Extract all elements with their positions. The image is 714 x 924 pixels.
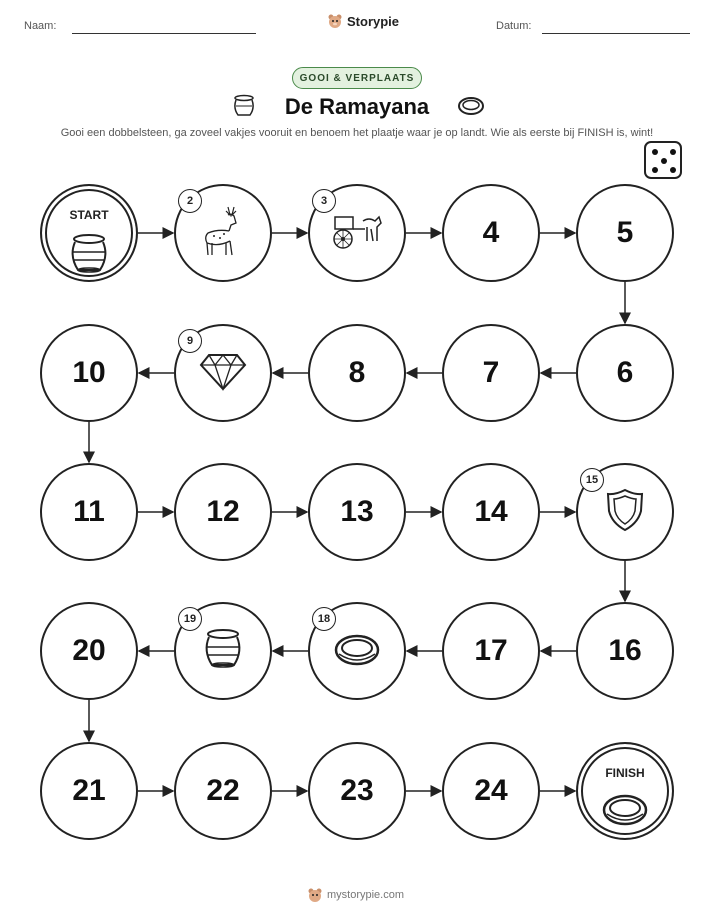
- square-16: [576, 602, 674, 700]
- square-number: 8: [348, 356, 366, 389]
- square-12: [174, 463, 272, 561]
- square-number: 21: [72, 774, 106, 807]
- square-24: [442, 742, 540, 840]
- square-14: [442, 463, 540, 561]
- square-10: [40, 324, 138, 422]
- square-number-badge: 18: [312, 607, 336, 631]
- square-number: 12: [206, 495, 240, 528]
- square-number: 4: [482, 216, 500, 249]
- finish-label: FINISH: [605, 766, 645, 780]
- square-number: 14: [474, 495, 508, 528]
- finish-square: [576, 742, 674, 840]
- square-11: [40, 463, 138, 561]
- instructions: Gooi een dobbelsteen, ga zoveel vakjes vooruit en benoem het plaatje waar je op landt. Wie als eerste bij FINISH is, wint!: [60, 127, 654, 139]
- square-22: [174, 742, 272, 840]
- start-square: [40, 184, 138, 282]
- name-label: Naam:: [24, 20, 57, 32]
- square-4: [442, 184, 540, 282]
- chariot-icon: [329, 211, 385, 256]
- pot-icon: [66, 232, 112, 281]
- square-number: 17: [474, 634, 508, 667]
- footer-url: mystorypie.com: [327, 889, 405, 901]
- brand-name: Storypie: [347, 13, 400, 29]
- square-8: [308, 324, 406, 422]
- square-number: 13: [340, 495, 374, 528]
- square-number: 16: [608, 634, 642, 667]
- square-number: 24: [474, 774, 508, 807]
- square-17: [442, 602, 540, 700]
- square-13: [308, 463, 406, 561]
- square-21: [40, 742, 138, 840]
- activity-badge: GOOI & VERPLAATS: [292, 67, 422, 89]
- square-number-badge: 15: [580, 468, 604, 492]
- square-20: [40, 602, 138, 700]
- square-number: 10: [72, 356, 106, 389]
- square-number-badge: 2: [178, 189, 202, 213]
- square-number: 7: [482, 356, 500, 389]
- square-number: 5: [616, 216, 634, 249]
- deer-icon: [198, 203, 248, 264]
- square-7: [442, 324, 540, 422]
- diamond-icon: [199, 351, 247, 396]
- page-title: De Ramayana: [284, 94, 430, 119]
- square-number: 6: [616, 356, 634, 389]
- date-label: Datum:: [496, 20, 532, 32]
- square-5: [576, 184, 674, 282]
- pot-icon: [200, 627, 246, 676]
- bear-icon: [307, 887, 323, 903]
- square-number: 22: [206, 774, 240, 807]
- square-23: [308, 742, 406, 840]
- square-6: [576, 324, 674, 422]
- ring-icon: [601, 790, 649, 833]
- square-number: 23: [340, 774, 374, 807]
- square-number-badge: 19: [178, 607, 202, 631]
- shield-icon: [605, 487, 645, 538]
- square-number: 20: [72, 634, 106, 667]
- ring-icon: [333, 630, 381, 673]
- square-number: 11: [73, 495, 105, 528]
- square-number-badge: 9: [178, 329, 202, 353]
- footer: [307, 887, 404, 903]
- square-number-badge: 3: [312, 189, 336, 213]
- start-label: START: [69, 208, 109, 222]
